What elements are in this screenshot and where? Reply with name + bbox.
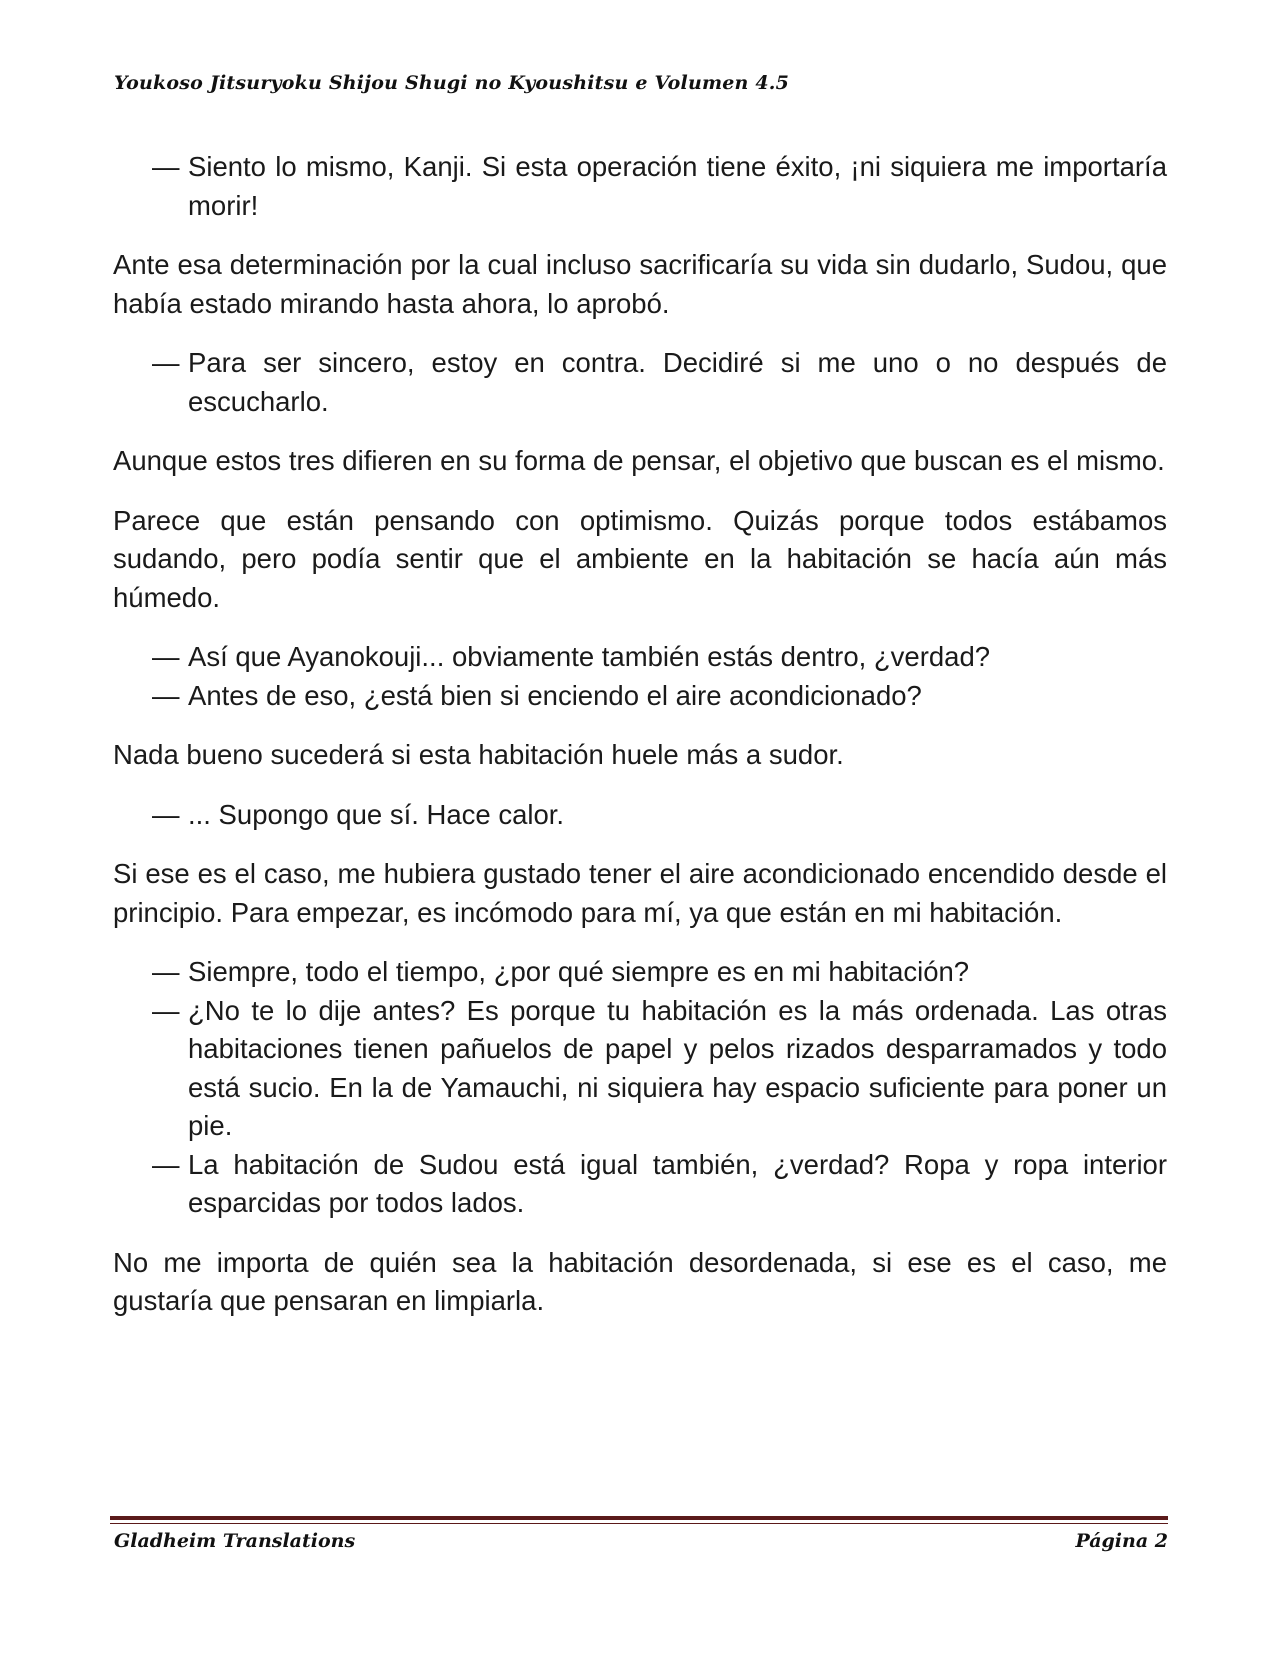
dialogue-text: La habitación de Sudou está igual también, ¿verdad? Ropa y ropa interior esparcidas por todos lados. [188, 1148, 1167, 1218]
narration-paragraph: Nada bueno sucederá si esta habitación huele más a sudor. [113, 739, 844, 770]
dialogue-block [113, 344, 1167, 421]
dialogue-dash: — [152, 679, 180, 711]
book-title-header: Youkoso Jitsuryoku Shijou Shugi no Kyoushitsu e Volumen 4.5 [114, 72, 790, 94]
dialogue-dash: — [152, 641, 180, 672]
dialogue-text: Siento lo mismo, Kanji. Si esta operación tiene éxito, ¡ni siquiera me importaría morir! [188, 151, 1167, 221]
dialogue-block [113, 638, 1167, 715]
narration-paragraph: Ante esa determinación por la cual incluso sacrificaría su vida sin dudarlo, Sudou, que había estado mirando hasta ahora, lo aprobó. [113, 249, 1167, 319]
translator-credit: Gladheim Translations [114, 1530, 356, 1552]
dialogue-line [152, 344, 1167, 421]
dialogue-text: Así que Ayanokouji... obviamente también estás dentro, ¿verdad? [188, 641, 991, 672]
footer-divider-thin [110, 1523, 1168, 1524]
dialogue-line [152, 992, 1167, 1146]
dialogue-dash: — [152, 956, 180, 987]
dialogue-text: Antes de eso, ¿está bien si enciendo el aire acondicionado? [188, 679, 922, 711]
narration-paragraph: Si ese es el caso, me hubiera gustado tener el aire acondicionado encendido desde el principio. Para empezar, es incómodo para mí, ya que están en mi habitación. [113, 858, 1167, 928]
narration-paragraph: Aunque estos tres difieren en su forma de pensar, el objetivo que buscan es el mismo. [113, 445, 1165, 476]
dialogue-text: Para ser sincero, estoy en contra. Decidiré si me uno o no después de escucharlo. [188, 347, 1167, 417]
dialogue-text: ... Supongo que sí. Hace calor. [188, 798, 565, 830]
footer-divider-thick [110, 1516, 1168, 1520]
dialogue-line [152, 1146, 1167, 1223]
dialogue-dash: — [152, 1148, 180, 1180]
page-number: Página 2 [1075, 1530, 1168, 1552]
dialogue-text: ¿No te lo dije antes? Es porque tu habitación es la más ordenada. Las otras habitaciones tienen pañuelos de papel y pelos rizados desparramados y todo está sucio. En la de Yamauchi, ni siquiera hay espacio suficiente para poner un pie. [188, 994, 1167, 1141]
dialogue-block [113, 796, 1167, 835]
dialogue-line [152, 953, 1167, 992]
page-body [113, 148, 1167, 1342]
narration-paragraph: Parece que están pensando con optimismo. Quizás porque todos estábamos sudando, pero podía sentir que el ambiente en la habitación se hacía aún más húmedo. [113, 504, 1167, 613]
dialogue-text: Siempre, todo el tiempo, ¿por qué siempre es en mi habitación? [188, 956, 970, 987]
dialogue-block [113, 953, 1167, 1223]
dialogue-block [113, 148, 1167, 225]
dialogue-dash: — [152, 347, 180, 378]
dialogue-line [152, 638, 1167, 677]
narration-paragraph: No me importa de quién sea la habitación desordenada, si ese es el caso, me gustaría que pensaran en limpiarla. [113, 1246, 1167, 1316]
dialogue-dash: — [152, 151, 180, 182]
dialogue-line [152, 148, 1167, 225]
dialogue-line [152, 796, 1167, 835]
dialogue-dash: — [152, 798, 180, 830]
dialogue-dash: — [152, 994, 180, 1026]
dialogue-line [152, 677, 1167, 716]
